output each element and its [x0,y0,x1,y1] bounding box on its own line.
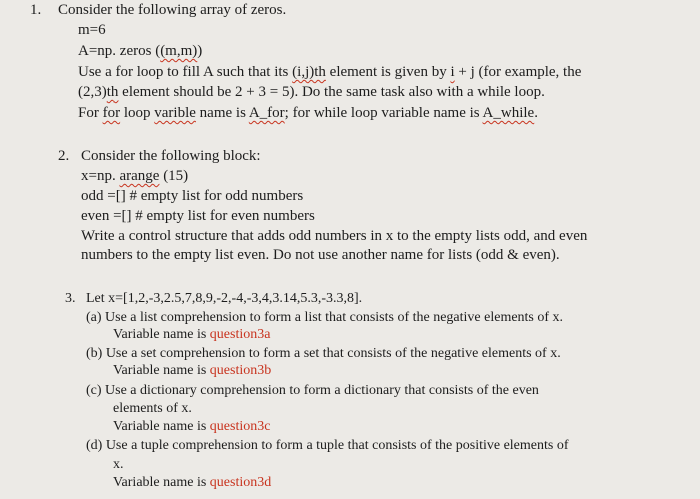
q2-line-3: odd =[] # empty list for odd numbers [81,188,304,204]
q1-line-1: Consider the following array of zeros. [58,2,287,18]
q3d-line-1: (d) Use a tuple comprehension to form a tuple that consists of the positive elements of [86,438,569,453]
q3b-line-2: Variable name is question3b [113,363,272,378]
q2-line-5: Write a control structure that adds odd numbers in x to the empty lists odd, and even [81,228,588,244]
q3a-line-2: Variable name is question3a [113,327,271,342]
q3-number: 3. [65,291,76,306]
q1-line-6: For for loop varible name is A_for; for while loop variable name is A_while. [78,105,538,121]
q2-line-2: x=np. arange (15) [81,168,189,184]
q2-line-6: numbers to the empty list even. Do not use another name for lists (odd & even). [81,247,560,263]
q3c-line-1: (c) Use a dictionary comprehension to form a dictionary that consists of the even [86,383,539,398]
q1-line-2: m=6 [78,22,106,38]
q2-line-4: even =[] # empty list for even numbers [81,208,315,224]
q3c-line-3: Variable name is question3c [113,419,271,434]
q3d-line-3: Variable name is question3d [113,475,272,490]
q3a-line-1: (a) Use a list comprehension to form a list that consists of the negative elements of x. [86,310,564,325]
q2-number: 2. [58,148,70,164]
q1-line-3: A=np. zeros ((m,m)) [78,43,203,59]
q1-line-5: (2,3)th element should be 2 + 3 = 5). Do the same task also with a while loop. [78,84,545,100]
q3d-line-2: x. [113,457,124,472]
q2-line-1: Consider the following block: [81,148,261,164]
q3-line-1: Let x=[1,2,-3,2.5,7,8,9,-2,-4,-3,4,3.14,5.3,-3.3,8]. [86,291,363,306]
q1-number: 1. [30,2,42,18]
q3b-line-1: (b) Use a set comprehension to form a set that consists of the negative elements of x. [86,346,561,361]
q3c-line-2: elements of x. [113,401,192,416]
q1-line-4: Use a for loop to fill A such that its (i,j)th element is given by i + j (for example, the [78,64,582,80]
